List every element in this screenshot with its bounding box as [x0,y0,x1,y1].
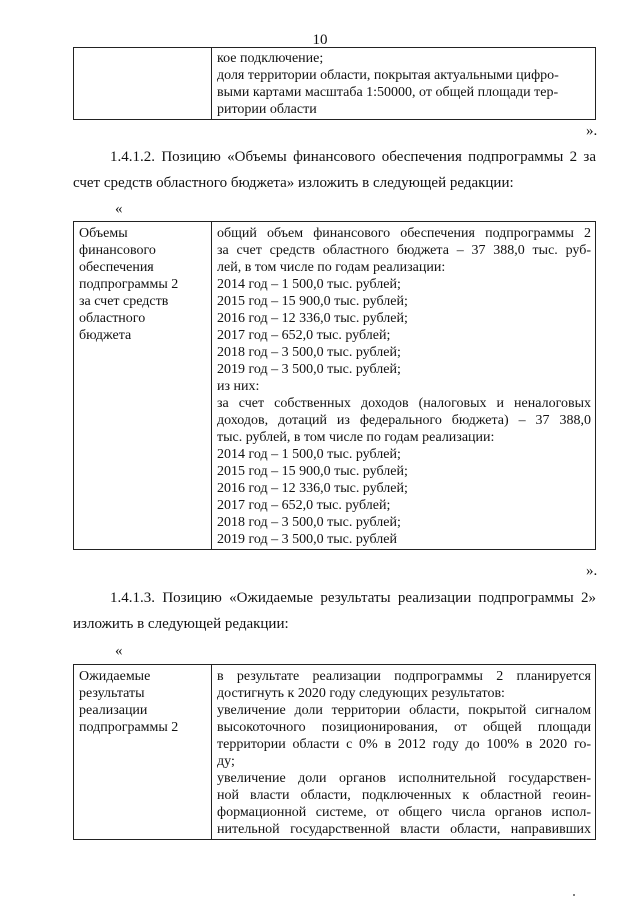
financing-table [73,221,596,550]
text-line: 2016 год – 12 336,0 тыс. рублей; [217,311,408,326]
text-line: 2019 год – 3 500,0 тыс. рублей [217,532,397,547]
table-right-cell [212,48,596,120]
text-line: выми картами масштаба 1:50000, от общей площади тер- [217,85,559,100]
text-line: обеспечения [79,260,154,275]
table-right-cell [212,222,596,550]
paragraph-line: счет средств областного бюджета» изложить в следующей редакции: [73,175,514,191]
text-line: 2017 год – 652,0 тыс. рублей; [217,328,391,343]
text-line: бюджета [79,328,132,343]
closing-quote: ». [586,563,598,579]
paragraph-1-4-1-2 [73,144,596,170]
scan-speck [573,894,575,896]
text-line: областного [79,311,146,326]
text-line: за счет собственных доходов (налоговых и неналоговых [217,396,591,411]
text-line: лей, в том числе по годам реализации: [217,260,446,275]
text-line: 2017 год – 652,0 тыс. рублей; [217,498,391,513]
table-right-cell [212,665,596,840]
text-line: из них: [217,379,260,394]
text-line: ной власти области, подключенных к областной геоин- [217,788,591,803]
text-line: 2015 год – 15 900,0 тыс. рублей; [217,294,408,309]
text-line: 2016 год – 12 336,0 тыс. рублей; [217,481,408,496]
paragraph-1-4-1-3 [73,585,596,611]
expected-results-table [73,664,596,840]
text-line: 2019 год – 3 500,0 тыс. рублей; [217,362,401,377]
text-line: Объемы [79,226,128,241]
table-left-cell [74,665,212,840]
paragraph-line: изложить в следующей редакции: [73,616,289,632]
text-line: достигнуть к 2020 году следующих результатов: [217,686,505,701]
text-line: доходов, дотаций из федерального бюджета) – 37 388,0 [217,413,591,428]
text-line: Ожидаемые [79,669,151,684]
text-line: 2014 год – 1 500,0 тыс. рублей; [217,447,401,462]
text-line: нительной государственной власти области, направивших [217,822,591,837]
text-line: увеличение доли органов исполнительной государствен- [217,771,591,786]
text-line: подпрограммы 2 [79,720,179,735]
text-line: 2014 год – 1 500,0 тыс. рублей; [217,277,401,292]
text-line: 2015 год – 15 900,0 тыс. рублей; [217,464,408,479]
text-line: тыс. рублей, в том числе по годам реализации: [217,430,495,445]
text-line: территории области с 0% в 2012 году до 100% в 2020 го- [217,737,591,752]
closing-quote: ». [586,123,598,139]
paragraph-line: 1.4.1.2. Позицию «Объемы финансового обеспечения подпрограммы 2 за [110,149,596,165]
text-line: высокоточного позиционирования, от общей площади [217,720,591,735]
text-line: 2018 год – 3 500,0 тыс. рублей; [217,345,401,360]
text-line: 2018 год – 3 500,0 тыс. рублей; [217,515,401,530]
page-number: 10 [312,32,328,48]
text-line: формационной системе, от общего числа органов испол- [217,805,591,820]
opening-quote: « [115,643,123,659]
text-line: кое подключение; [217,51,324,66]
opening-quote: « [115,201,123,217]
table-left-cell [74,222,212,550]
text-line: общий объем финансового обеспечения подпрограммы 2 [217,226,591,241]
text-line: увеличение доли территории области, покрытой сигналом [217,703,591,718]
text-line: ритории области [217,102,317,117]
text-line: доля территории области, покрытая актуальными цифро- [217,68,559,83]
text-line: за счет средств областного бюджета – 37 388,0 тыс. руб- [217,243,591,258]
text-line: за счет средств [79,294,169,309]
text-line: финансового [79,243,156,258]
subprogram-table-continuation [73,47,596,120]
text-line: подпрограммы 2 [79,277,179,292]
text-line: ду; [217,754,235,769]
paragraph-line: 1.4.1.3. Позицию «Ожидаемые результаты реализации подпрограммы 2» [110,590,596,606]
text-line: реализации [79,703,148,718]
text-line: в результате реализации подпрограммы 2 планируется [217,669,591,684]
text-line: результаты [79,686,145,701]
table-left-cell [74,48,212,120]
